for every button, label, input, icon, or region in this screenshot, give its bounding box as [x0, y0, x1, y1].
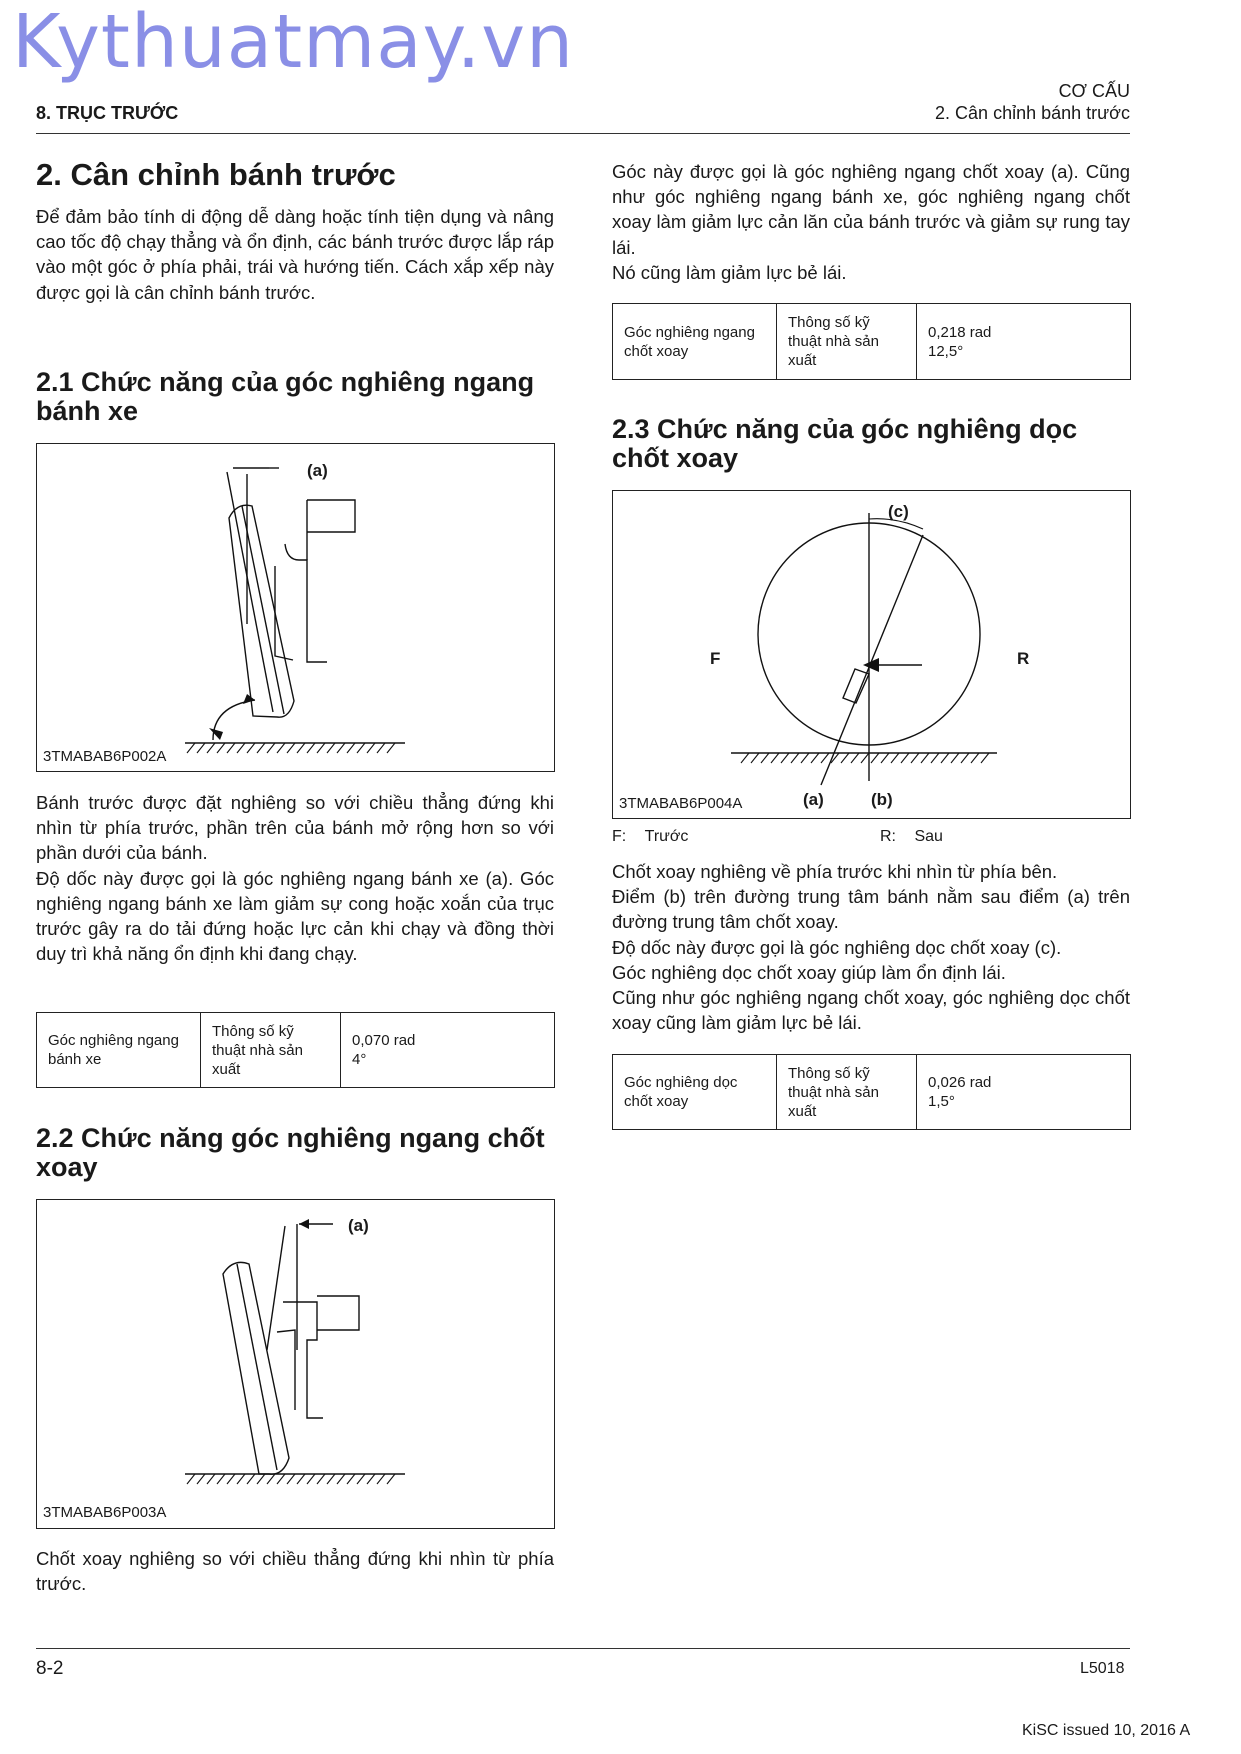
camber-label-a: (a): [307, 461, 328, 480]
kingpin-spec-table: [612, 303, 1131, 380]
s23-text: [612, 859, 1130, 1035]
kingpin-spec-name: Góc nghiêng ngang chốt xoay: [613, 304, 777, 380]
s22-text-3: Nó cũng làm giảm lực bẻ lái.: [612, 261, 847, 283]
caster-spec-name: Góc nghiêng dọc chốt xoay: [613, 1055, 777, 1130]
header-right: [935, 80, 1130, 124]
camber-figure: [36, 443, 555, 772]
caster-label-c: (c): [888, 502, 909, 521]
caster-label-f: F: [710, 649, 721, 668]
camber-value-deg: 4°: [352, 1051, 367, 1068]
caster-figure: [612, 490, 1131, 819]
s21-title: 2.1 Chức năng của góc nghiêng ngang bánh xe: [36, 367, 535, 426]
kingpin-label-a: (a): [348, 1216, 369, 1235]
s23-text-1: Chốt xoay nghiêng về phía trước khi nhìn từ phía bên.: [612, 861, 1058, 882]
s23-text-4: Góc nghiêng dọc chốt xoay giúp làm ổn định lái.: [612, 961, 1006, 983]
intro-paragraph: Để đảm bảo tính di động dễ dàng hoặc tính tiện dụng và nâng cao tốc độ chạy thẳng và ổn định, các bánh trước được lắp ráp vào một góc ở phía phải, trái và hướng tiến. Cách xắp xếp này được gọi là cân chỉnh bánh trước.: [36, 206, 554, 303]
caster-spec-kind: Thông số kỹ thuật nhà sản xuất: [777, 1055, 917, 1130]
camber-figure-code: 3TMABAB6P002A: [43, 748, 167, 765]
caster-value-deg: 1,5°: [928, 1093, 955, 1110]
camber-spec-kind: Thông số kỹ thuật nhà sản xuất: [201, 1013, 341, 1088]
s22-text-2: Góc này được gọi là góc nghiêng ngang chốt xoay (a). Cũng như góc nghiêng ngang bánh xe, góc nghiêng ngang chốt xoay làm giảm lực cản lăn của bánh trước và giảm sự rung tay lái.: [612, 161, 1130, 258]
camber-spec-table: [36, 1012, 555, 1088]
s23-text-2: Điểm (b) trên đường trung tâm bánh nằm sau điểm (a) trên đường trung tâm chốt xoay.: [612, 886, 1130, 933]
s22-title: 2.2 Chức năng góc nghiêng ngang chốt xoay: [36, 1123, 545, 1182]
s23-text-3: Độ dốc này được gọi là góc nghiêng dọc chốt xoay (c).: [612, 936, 1062, 958]
header-subsection: 2. Cân chỉnh bánh trước: [935, 103, 1130, 123]
kingpin-value-deg: 12,5°: [928, 342, 964, 360]
s22-text-1: Chốt xoay nghiêng so với chiều thẳng đứng khi nhìn từ phía trước.: [36, 1548, 554, 1595]
watermark: Kythuatmay.vn: [12, 0, 575, 85]
caster-value-rad: 0,026 rad: [928, 1074, 992, 1091]
s21-text-1: Bánh trước được đặt nghiêng so với chiều thẳng đứng khi nhìn từ phía trước, phần trên của bánh mở rộng hơn so với phần dưới của bánh.: [36, 792, 554, 864]
s22-text-cont: [612, 159, 1130, 285]
camber-value-rad: 0,070 rad: [352, 1032, 416, 1049]
legend-front-key: F:: [612, 828, 627, 845]
caster-label-r: R: [1017, 649, 1030, 668]
camber-spec-value: [341, 1013, 555, 1088]
s21-text-2: Độ dốc này được gọi là góc nghiêng ngang bánh xe (a). Góc nghiêng ngang bánh xe làm giảm sự cong hoặc xoắn của trục trước gây ra do tải đứng hoặc lực cản khi chạy và đồng thời duy trì khả năng ổn định khi đang chạy.: [36, 867, 554, 965]
legend-rear-value: Sau: [914, 828, 943, 845]
legend-front-value: Trước: [644, 828, 689, 845]
legend-rear: [880, 828, 943, 846]
footer-rule: [36, 1648, 1130, 1649]
caster-drawing: [613, 491, 1132, 820]
header-section: 8. TRỤC TRƯỚC: [36, 103, 179, 123]
kingpin-value-rad: 0,218 rad: [928, 323, 992, 341]
kingpin-spec-value: [917, 304, 1131, 380]
legend-front: [612, 828, 688, 846]
kingpin-spec-kind: Thông số kỹ thuật nhà sản xuất: [777, 304, 917, 380]
camber-drawing: [37, 444, 556, 773]
model-code: L5018: [1080, 1660, 1125, 1677]
s23-title: 2.3 Chức năng của góc nghiêng dọc chốt xoay: [612, 414, 1078, 473]
kingpin-figure-code: 3TMABAB6P003A: [43, 1504, 167, 1521]
legend-rear-key: R:: [880, 828, 896, 845]
main-title: 2. Cân chỉnh bánh trước: [36, 157, 396, 192]
s21-text: [36, 790, 554, 966]
kingpin-drawing: [37, 1200, 556, 1530]
caster-spec-value: [917, 1055, 1131, 1130]
header-category: CƠ CẤU: [1058, 81, 1130, 101]
issued-note: KiSC issued 10, 2016 A: [1022, 1722, 1191, 1739]
s23-text-5: Cũng như góc nghiêng ngang chốt xoay, góc nghiêng dọc chốt xoay cũng làm giảm lực bẻ lái.: [612, 987, 1130, 1034]
header-rule: [36, 133, 1130, 134]
camber-spec-name: Góc nghiêng ngang bánh xe: [37, 1013, 201, 1088]
page-number: 8-2: [36, 1658, 64, 1679]
caster-figure-code: 3TMABAB6P004A: [619, 795, 743, 812]
caster-spec-table: [612, 1054, 1131, 1130]
caster-label-b: (b): [871, 790, 893, 809]
kingpin-figure: [36, 1199, 555, 1529]
caster-label-a: (a): [803, 790, 824, 809]
